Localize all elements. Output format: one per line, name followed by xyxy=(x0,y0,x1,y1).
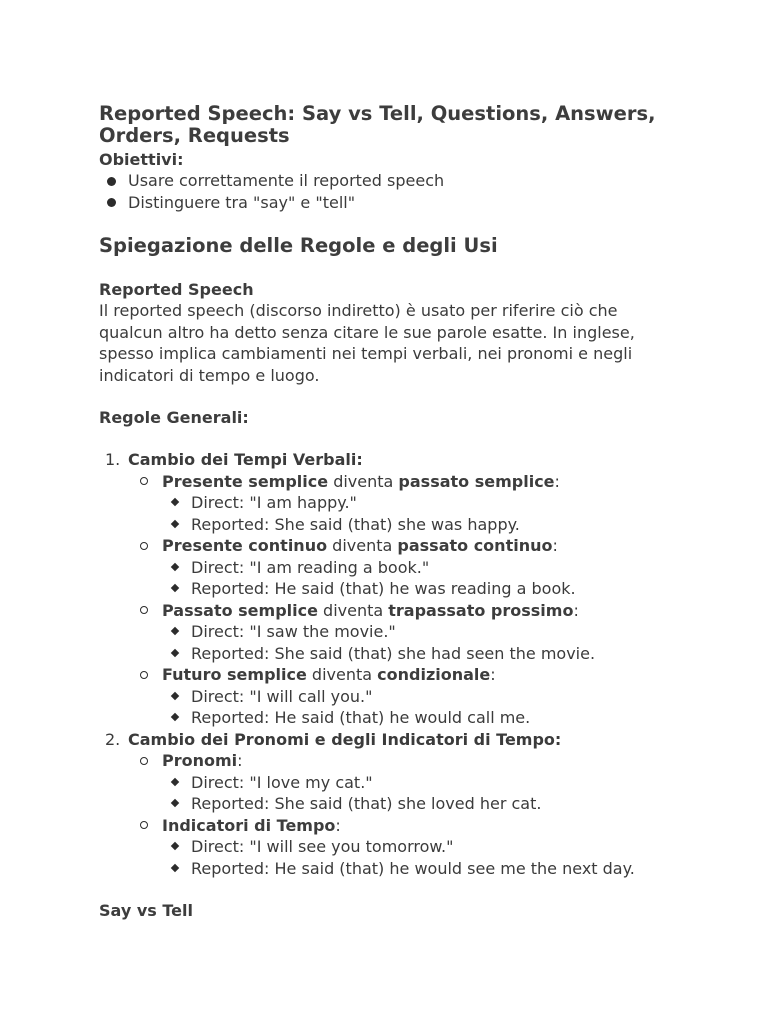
example-item xyxy=(162,707,659,729)
diamond-bullet-icon xyxy=(171,799,179,807)
rule-from: Indicatori di Tempo xyxy=(162,815,336,835)
sub-item xyxy=(128,750,659,815)
sub-item xyxy=(128,664,659,729)
section-heading: Spiegazione delle Regole e degli Usi xyxy=(99,234,498,257)
objective-text: Distinguere tra "say" e "tell" xyxy=(128,192,356,212)
objectives-label: Obiettivi: xyxy=(99,150,184,169)
document-page xyxy=(99,103,659,921)
example-item xyxy=(162,557,659,579)
diamond-bullet-icon xyxy=(171,562,179,570)
rule-end: : xyxy=(554,471,560,491)
example-item xyxy=(162,621,659,643)
circle-bullet-icon xyxy=(140,757,148,765)
list-item xyxy=(99,192,659,214)
example-item xyxy=(162,772,659,794)
rule-title: Cambio dei Tempi Verbali: xyxy=(128,450,363,469)
example-text: Reported: He said (that) he would call me. xyxy=(191,708,531,727)
example-list xyxy=(162,621,659,664)
diamond-bullet-icon xyxy=(171,777,179,785)
sub-list xyxy=(128,750,659,879)
rule-item xyxy=(99,449,659,729)
example-text: Reported: He said (that) he would see me the next day. xyxy=(191,858,635,878)
circle-bullet-icon xyxy=(140,477,148,485)
general-rules-label: Regole Generali: xyxy=(99,408,249,427)
example-text: Direct: "I am reading a book." xyxy=(191,557,430,577)
sub-item xyxy=(128,815,659,880)
diamond-bullet-icon xyxy=(171,519,179,527)
example-list xyxy=(162,492,659,535)
example-text: Reported: She said (that) she was happy. xyxy=(191,514,520,534)
rule-end: : xyxy=(573,600,579,620)
rule-number: 1. xyxy=(105,450,121,469)
rule-mid: diventa xyxy=(327,536,398,555)
example-item xyxy=(162,492,659,514)
example-text: Direct: "I will call you." xyxy=(191,686,373,706)
bullet-icon xyxy=(107,177,116,186)
circle-bullet-icon xyxy=(140,606,148,614)
rule-from: Presente continuo xyxy=(162,536,328,555)
list-item xyxy=(99,170,659,192)
diamond-bullet-icon xyxy=(171,627,179,635)
sub-item xyxy=(128,535,659,600)
rule-item xyxy=(99,729,659,880)
rule-title: Cambio dei Pronomi e degli Indicatori di Tempo: xyxy=(128,729,562,749)
example-text: Direct: "I saw the movie." xyxy=(191,622,396,641)
diamond-bullet-icon xyxy=(171,648,179,656)
circle-bullet-icon xyxy=(140,671,148,679)
rule-end: : xyxy=(335,815,341,835)
rule-from: Passato semplice xyxy=(162,600,318,620)
example-list xyxy=(162,772,659,815)
rule-mid: diventa xyxy=(317,600,389,620)
example-item xyxy=(162,858,659,880)
rule-number: 2. xyxy=(105,729,121,749)
diamond-bullet-icon xyxy=(171,498,179,506)
example-text: Reported: She said (that) she loved her cat. xyxy=(191,794,542,813)
diamond-bullet-icon xyxy=(171,863,179,871)
bullet-icon xyxy=(107,198,116,207)
rule-mid: diventa xyxy=(328,471,399,491)
objectives-list xyxy=(99,170,659,213)
rule-from: Futuro semplice xyxy=(162,665,307,684)
example-item xyxy=(162,578,659,600)
example-list xyxy=(162,686,659,729)
diamond-bullet-icon xyxy=(171,691,179,699)
rule-end: : xyxy=(237,751,243,770)
diamond-bullet-icon xyxy=(171,584,179,592)
rule-to: trapassato prossimo xyxy=(388,600,574,620)
example-item xyxy=(162,514,659,536)
say-vs-tell-label: Say vs Tell xyxy=(99,901,193,920)
example-list xyxy=(162,836,659,879)
example-text: Direct: "I love my cat." xyxy=(191,772,373,792)
rule-to: condizionale xyxy=(377,665,491,684)
diamond-bullet-icon xyxy=(171,713,179,721)
circle-bullet-icon xyxy=(140,542,148,550)
example-item xyxy=(162,793,659,815)
rule-to: passato continuo xyxy=(397,536,553,555)
example-item xyxy=(162,836,659,858)
reported-speech-paragraph: Il reported speech (discorso indiretto) è usato per riferire ciò che qualcun altro ha detto senza citare le sue parole esatte. In inglese, spesso implica cambiamenti nei tempi verbali, nei pronomi e negli indicatori di tempo e luogo. xyxy=(99,301,635,385)
example-text: Reported: He said (that) he was reading a book. xyxy=(191,579,576,598)
example-text: Reported: She said (that) she had seen the movie. xyxy=(191,643,596,663)
sub-list xyxy=(128,471,659,729)
reported-speech-label: Reported Speech xyxy=(99,280,254,299)
rule-to: passato semplice xyxy=(398,471,555,491)
page-title: Reported Speech: Say vs Tell, Questions, Answers, Orders, Requests xyxy=(99,102,656,147)
rules-list xyxy=(99,449,659,879)
example-text: Direct: "I will see you tomorrow." xyxy=(191,837,454,856)
rule-mid: diventa xyxy=(306,665,378,684)
example-item xyxy=(162,686,659,708)
circle-bullet-icon xyxy=(140,821,148,829)
rule-from: Presente semplice xyxy=(162,471,329,491)
sub-item xyxy=(128,600,659,665)
diamond-bullet-icon xyxy=(171,842,179,850)
rule-end: : xyxy=(552,536,558,555)
rule-from: Pronomi xyxy=(162,751,238,770)
rule-end: : xyxy=(490,665,496,684)
example-item xyxy=(162,643,659,665)
sub-item xyxy=(128,471,659,536)
example-list xyxy=(162,557,659,600)
objective-text: Usare correttamente il reported speech xyxy=(128,171,445,190)
example-text: Direct: "I am happy." xyxy=(191,493,357,512)
